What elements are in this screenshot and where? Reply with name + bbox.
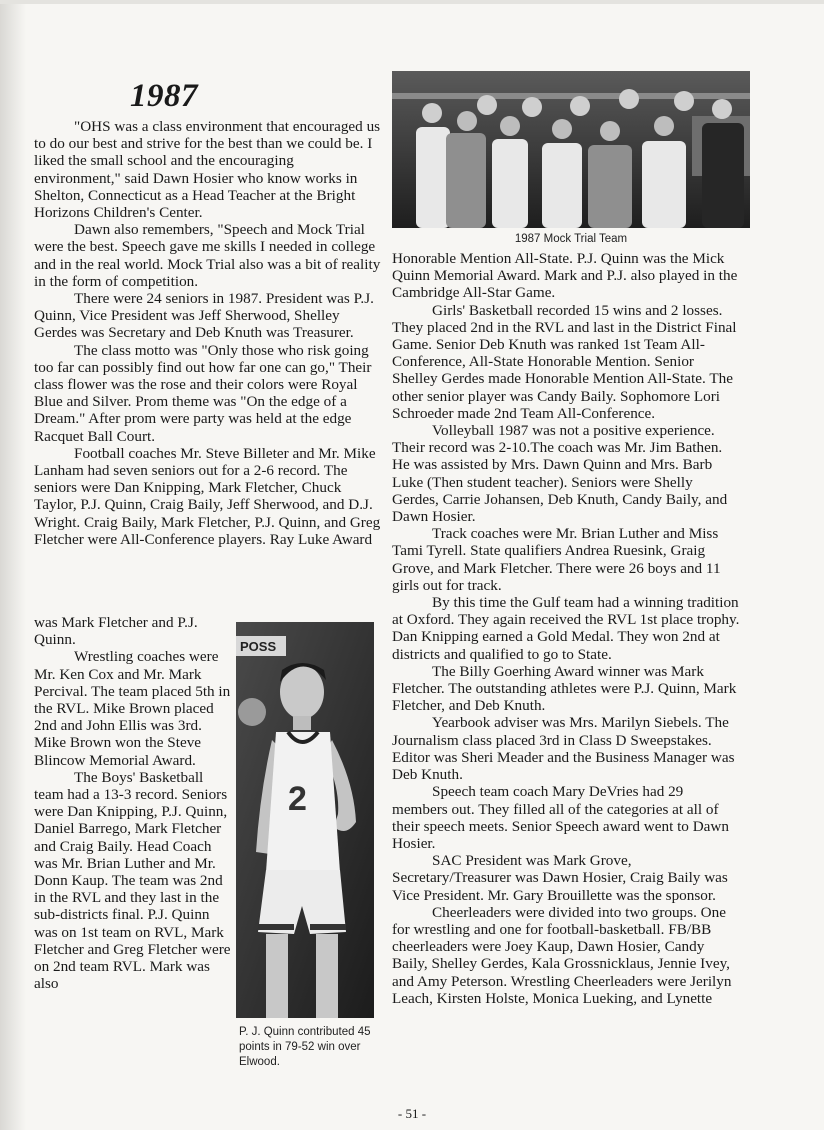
lower-left-column-text — [34, 614, 234, 992]
paragraph: was Mark Fletcher and P.J. Quinn. — [34, 614, 198, 649]
paragraph: The class motto was "Only those who risk going too far can possibly find out how far one can go," Their class flower was the rose and their colors were Royal Blue and Silver. Prom theme was "On the edge of a Dream." After prom were party was held at the edge Racquet Ball Court. — [34, 341, 372, 445]
basketball-player-photo — [236, 622, 374, 1018]
page-binding-shadow — [0, 0, 26, 1130]
paragraph: Volleyball 1987 was not a positive experience. Their record was 2-10.The coach was Mr. Jim Bathen. He was assisted by Mrs. Dawn Quinn and Mrs. Barb Luke (Then student teacher). Seniors were Shelly Gerdes, Carrie Johansen, Deb Knuth, Candy Baily, and Dawn Hosier. — [392, 422, 728, 526]
paragraph: There were 24 seniors in 1987. President was P.J. Quinn, Vice President was Jeff Sherwood, Shelley Gerdes was Secretary and Deb Knuth was Treasurer. — [34, 290, 374, 342]
paragraph: Football coaches Mr. Steve Billeter and Mr. Mike Lanham had seven seniors out for a 2-6 record. The seniors were Dan Knipping, Mark Fletcher, Chuck Taylor, P.J. Quinn, Craig Baily, Jeff Sherwood, and D.J. Wright. Craig Baily, Mark Fletcher, P.J. Quinn, and Greg Fletcher were All-Conference players. Ray Luke Award — [34, 444, 381, 548]
paragraph: Wrestling coaches were Mr. Ken Cox and Mr. Mark Percival. The team placed 5th in the RVL. Mike Brown placed 2nd and John Ellis was 3rd. Mike Brown won the Steve Blincow Memorial Award. — [34, 648, 231, 769]
right-column-text — [392, 250, 742, 1007]
page-top-edge — [0, 0, 824, 4]
player-photo-caption: P. J. Quinn contributed 45 points in 79-52 win over Elwood. — [239, 1026, 371, 1068]
svg-text:2: 2 — [288, 780, 307, 818]
left-column-text — [34, 118, 382, 548]
paragraph: The Billy Goerhing Award winner was Mark Fletcher. The outstanding athletes were P.J. Quinn, Mark Fletcher, and Deb Knuth. — [392, 662, 737, 715]
paragraph: By this time the Gulf team had a winning tradition at Oxford. They again received the RVL 1st place trophy. Dan Knipping earned a Gold Medal. They won 2nd at districts and qualified to go to State. — [392, 594, 740, 663]
paragraph: Yearbook adviser was Mrs. Marilyn Siebels. The Journalism class placed 3rd in Class D Sweepstakes. Editor was Sheri Meader and the Business Manager was Deb Knuth. — [392, 714, 735, 784]
paragraph: SAC President was Mark Grove, Secretary/Treasurer was Dawn Hosier, Craig Baily was Vice President. Mr. Gary Brouillette was the sponsor. — [392, 852, 728, 904]
page-title: 1987 — [130, 78, 198, 114]
paragraph: Honorable Mention All-State. P.J. Quinn was the Mick Quinn Memorial Award. Mark and P.J. also played in the Cambridge All-Star Game. — [392, 250, 738, 302]
paragraph: "OHS was a class environment that encouraged us to do our best and strive for the best than we could be. I liked the small school and the encouraging environment," said Dawn Hosier who know works in Shelton, Connecticut as a Head Teacher at the Bright Horizons Children's Center. — [34, 118, 381, 222]
player-photo-image — [236, 622, 374, 1018]
team-photo-image — [392, 71, 750, 228]
banner-text: POSS — [240, 639, 277, 654]
paragraph: Speech team coach Mary DeVries had 29 members out. They filled all of the categories at all of their speech meets. Senior Speech award went to Dawn Hosier. — [392, 783, 729, 852]
paragraph: Girls' Basketball recorded 15 wins and 2 losses. They placed 2nd in the RVL and last in the District Final Game. Senior Deb Knuth was ranked 1st Team All-Conference, All-State Honorable Mention. Senior Shelley Gerdes made Honorable Mention All-State. The other senior player was Candy Baily. Sophomore Lori Schroeder made 2nd Team All-Conference. — [392, 301, 737, 422]
paragraph: The Boys' Basketball team had a 13-3 record. Seniors were Dan Knipping, P.J. Quinn, Daniel Barrego, Mark Fletcher and Craig Baily. Head Coach was Mr. Brian Luther and Mr. Donn Kaup. The team was 2nd in the RVL and they last in the sub-districts final. P.J. Quinn was on 1st team on RVL, Mark Fletcher and Greg Fletcher were on 2nd team RVL. Mark was also — [34, 768, 231, 993]
team-photo-caption: 1987 Mock Trial Team — [514, 233, 628, 245]
paragraph: Cheerleaders were divided into two groups. One for wrestling and one for football-basketball. FB/BB cheerleaders were Joey Kaup, Dawn Hosier, Candy Baily, Shelley Gerdes, Kala Grossnicklaus, Jennie Ivey, and Amy Peterson. Wrestling Cheerleaders were Jerilyn Leach, Kirsten Holste, Monica Lueking, and Lynette — [392, 903, 732, 1007]
paragraph: Track coaches were Mr. Brian Luther and Miss Tami Tyrell. State qualifiers Andrea Ruesink, Graig Grove, and Mark Fletcher. There were 26 boys and 11 girls out for track. — [392, 525, 721, 594]
mock-trial-team-photo — [392, 71, 750, 228]
paragraph: Dawn also remembers, "Speech and Mock Trial were the best. Speech gave me skills I needed in college and in the real world. Mock Trial also was a bit of reality in the form of competition. — [34, 221, 381, 290]
page-number: - 51 - — [397, 1106, 427, 1121]
